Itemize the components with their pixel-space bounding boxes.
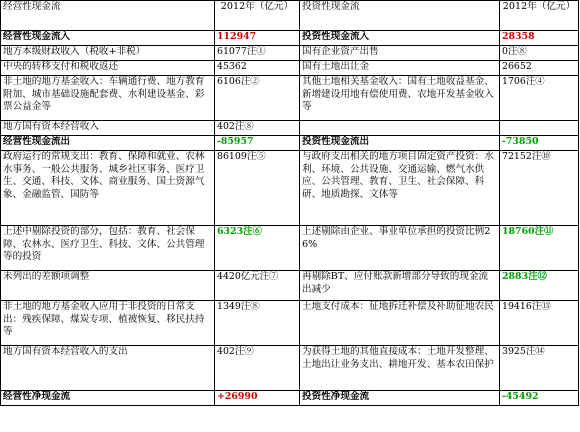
row-label-left: 经营性现金流出 bbox=[1, 136, 215, 151]
row-label-right: 投资性现金流出 bbox=[300, 136, 500, 151]
row-value-left: 6106注② bbox=[215, 76, 300, 121]
row-label-right: 与政府支出相关的地方项目固定资产投资：水利、环境、公共设施、交通运输、燃气水供应、公共管理、教育、卫生、社会保障、科研、地质勘探、文体等 bbox=[300, 151, 500, 226]
table-row bbox=[1, 76, 579, 121]
row-value-right: 19416注⑬ bbox=[500, 301, 579, 346]
row-value-left: 402注⑧ bbox=[215, 121, 300, 136]
row-label-right: 为获得土地的其他直接成本：土地开发整理、土地出让业务支出、耕地开发、基本农田保护 bbox=[300, 346, 500, 391]
row-label-left: 未列出的差额项调整 bbox=[1, 271, 215, 301]
table-row bbox=[1, 151, 579, 226]
table-row bbox=[1, 31, 579, 46]
row-label-right: 其他土地相关基金收入：国有土地收益基金、新增建设用地有偿使用费、农地开发基金收入等 bbox=[300, 76, 500, 121]
row-value-right: 26652 bbox=[500, 61, 579, 76]
row-value-left: 86109注⑤ bbox=[215, 151, 300, 226]
table-row bbox=[1, 301, 579, 346]
row-label-right: 国有企业资产出售 bbox=[300, 46, 500, 61]
header-left-title: 经营性现金流 bbox=[1, 1, 215, 31]
table-row bbox=[1, 61, 579, 76]
row-label-right: 再剔除BT、应付账款新增部分导致的现金流出减少 bbox=[300, 271, 500, 301]
row-label-right: 投资性净现金流 bbox=[300, 391, 500, 406]
table-row bbox=[1, 271, 579, 301]
row-label-left: 地方国有资本经营收入的支出 bbox=[1, 346, 215, 391]
row-value-right: 28358 bbox=[500, 31, 579, 46]
row-label-left: 非土地的地方基金收入：车辆通行费、地方教育附加、城市基础设施配套费、水利建设基金、彩票公益金等 bbox=[1, 76, 215, 121]
row-label-left: 上述中剔除投资的部分，包括：教育、社会保障、农林水、医疗卫生、科技、文体、公共管理等的投资 bbox=[1, 226, 215, 271]
table-row bbox=[1, 226, 579, 271]
header-row bbox=[1, 1, 579, 31]
row-label-right: 土地支付成本：征地拆迁补偿及补助征地农民 bbox=[300, 301, 500, 346]
row-value-right: -73850 bbox=[500, 136, 579, 151]
row-label-left: 经营性现金流入 bbox=[1, 31, 215, 46]
header-left-year: 2012年（亿元） bbox=[215, 1, 300, 31]
row-label-left: 经营性净现金流 bbox=[1, 391, 215, 406]
row-value-left: 112947 bbox=[215, 31, 300, 46]
row-label-right: 上述剔除由企业、事业单位承担的投资比例26% bbox=[300, 226, 500, 271]
table-row bbox=[1, 46, 579, 61]
row-label-left: 非土地的地方基金收入应用于非投资的日常支出：残疾保障、煤炭专项、植被恢复、移民扶持等 bbox=[1, 301, 215, 346]
row-label-left: 地方国有资本经营收入 bbox=[1, 121, 215, 136]
row-value-right: 2883注⑫ bbox=[500, 271, 579, 301]
row-value-left: -85957 bbox=[215, 136, 300, 151]
row-label-right: 投资性现金流入 bbox=[300, 31, 500, 46]
table-row bbox=[1, 346, 579, 391]
row-value-left: 61077注① bbox=[215, 46, 300, 61]
row-value-right: 1706注④ bbox=[500, 76, 579, 121]
row-value-left: 1349注⑧ bbox=[215, 301, 300, 346]
row-label-left: 中央的转移支付和税收返还 bbox=[1, 61, 215, 76]
row-value-left: 4420亿元注⑦ bbox=[215, 271, 300, 301]
table-row bbox=[1, 136, 579, 151]
row-label-left: 政府运行的常规支出：教育、保障和就业、农林水事务、一般公共服务、城乡社区事务、医疗卫生、交通、科技、文体、商业服务、国土资源气象、金融监管、国防等 bbox=[1, 151, 215, 226]
row-value-right: 72152注⑩ bbox=[500, 151, 579, 226]
row-value-left: 45362 bbox=[215, 61, 300, 76]
header-right-year: 2012年（亿元） bbox=[500, 1, 579, 31]
row-label-left: 地方本级财政收入（税收+非税） bbox=[1, 46, 215, 61]
row-label-right bbox=[300, 121, 500, 136]
row-value-right: 3925注⑭ bbox=[500, 346, 579, 391]
table-row bbox=[1, 391, 579, 406]
row-value-right: 18760注⑪ bbox=[500, 226, 579, 271]
row-value-left: +26990 bbox=[215, 391, 300, 406]
header-right-title: 投资性现金流 bbox=[300, 1, 500, 31]
row-value-left: 6323注⑥ bbox=[215, 226, 300, 271]
row-value-right: 0注⑧ bbox=[500, 46, 579, 61]
row-value-right bbox=[500, 121, 579, 136]
row-label-right: 国有土地出让金 bbox=[300, 61, 500, 76]
table-row bbox=[1, 121, 579, 136]
row-value-left: 402注⑨ bbox=[215, 346, 300, 391]
row-value-right: -45492 bbox=[500, 391, 579, 406]
